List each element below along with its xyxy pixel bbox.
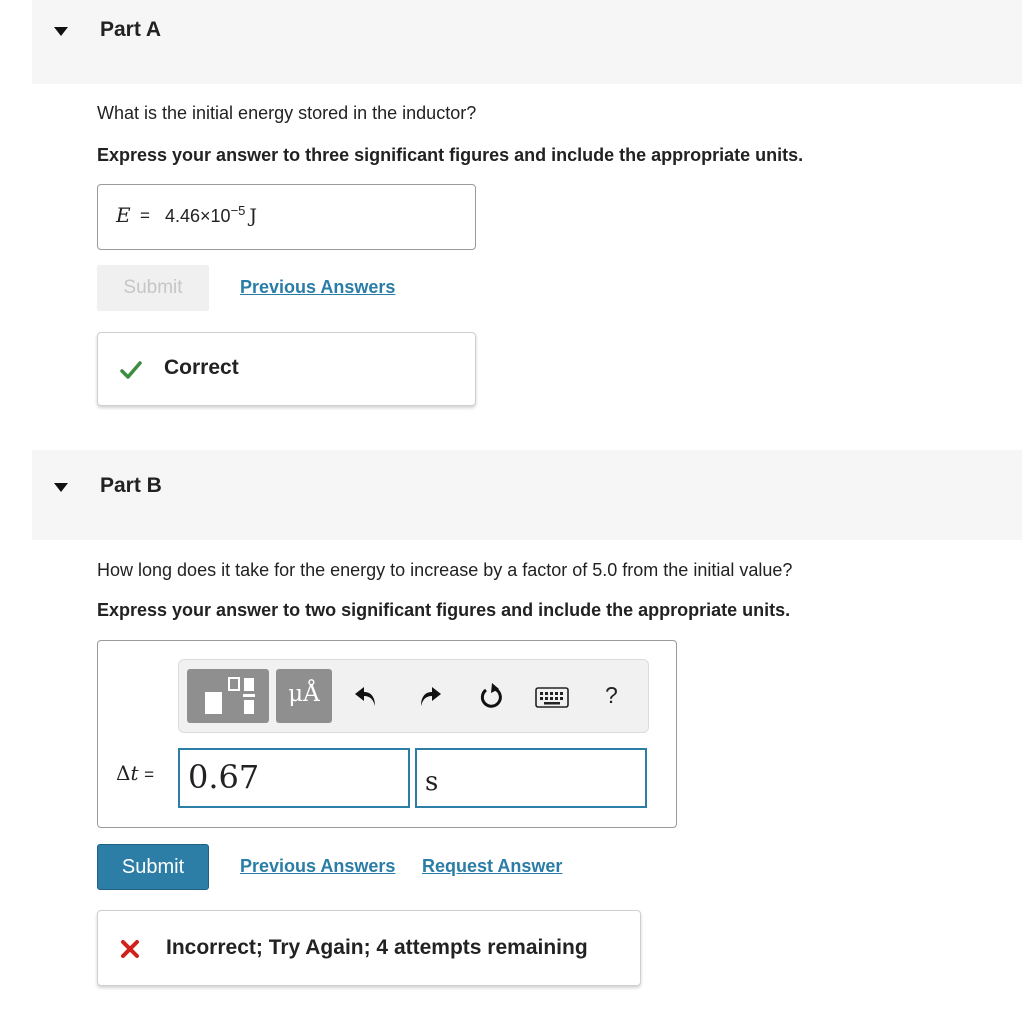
math-toolbar bbox=[178, 659, 649, 733]
templates-button[interactable] bbox=[187, 669, 269, 723]
answer-value bbox=[165, 205, 257, 227]
part-b-instruction: Express your answer to two significant figures and include the appropriate units. bbox=[97, 600, 791, 620]
value-input[interactable]: 0.67 bbox=[178, 748, 410, 808]
collapse-triangle-icon[interactable] bbox=[54, 483, 68, 492]
part-a-submit-button: Submit bbox=[97, 265, 209, 311]
part-b-feedback bbox=[97, 910, 641, 986]
units-icon: μÅ bbox=[288, 681, 320, 707]
t-variable: t bbox=[130, 761, 139, 785]
checkmark-icon bbox=[120, 361, 142, 379]
part-a-answer-display bbox=[97, 184, 476, 250]
part-a-question: What is the initial energy stored in the inductor? bbox=[97, 103, 477, 123]
answer-variable: E bbox=[116, 203, 131, 227]
request-answer-link[interactable]: Request Answer bbox=[422, 856, 563, 876]
units-button[interactable] bbox=[276, 669, 332, 723]
answer-exponent: −5 bbox=[230, 203, 246, 218]
collapse-triangle-icon[interactable] bbox=[54, 27, 68, 36]
part-b-submit-button[interactable]: Submit bbox=[97, 844, 209, 890]
answer-equals: = bbox=[140, 206, 150, 225]
part-b-feedback-text: Incorrect; Try Again; 4 attempts remaining bbox=[166, 936, 588, 959]
equals-sign: = bbox=[144, 765, 154, 784]
answer-mantissa: 4.46×10 bbox=[165, 206, 231, 226]
part-a-feedback bbox=[97, 332, 476, 406]
unit-input[interactable]: s bbox=[415, 748, 647, 808]
x-mark-icon bbox=[120, 939, 140, 959]
part-a-title: Part A bbox=[100, 18, 162, 41]
templates-icon bbox=[187, 669, 269, 723]
help-icon[interactable]: ? bbox=[605, 682, 618, 708]
part-b-title: Part B bbox=[100, 474, 162, 497]
part-b-header[interactable] bbox=[32, 450, 1022, 540]
delta-symbol: Δ bbox=[116, 761, 131, 785]
keyboard-icon[interactable] bbox=[535, 687, 569, 709]
answer-variable-label bbox=[116, 761, 154, 786]
reset-icon[interactable] bbox=[478, 683, 504, 711]
part-a-instruction: Express your answer to three significant figures and include the appropriate units. bbox=[97, 145, 804, 165]
redo-icon[interactable] bbox=[417, 685, 443, 709]
answer-unit: J bbox=[249, 205, 258, 227]
undo-icon[interactable] bbox=[353, 685, 379, 709]
part-a-feedback-text: Correct bbox=[164, 356, 239, 379]
part-b-question: How long does it take for the energy to increase by a factor of 5.0 from the initial value? bbox=[97, 560, 793, 580]
part-b-answer-editor bbox=[97, 640, 677, 828]
part-a-previous-answers-link[interactable]: Previous Answers bbox=[240, 277, 396, 297]
part-a-header[interactable] bbox=[32, 0, 1022, 84]
part-b-previous-answers-link[interactable]: Previous Answers bbox=[240, 856, 396, 876]
